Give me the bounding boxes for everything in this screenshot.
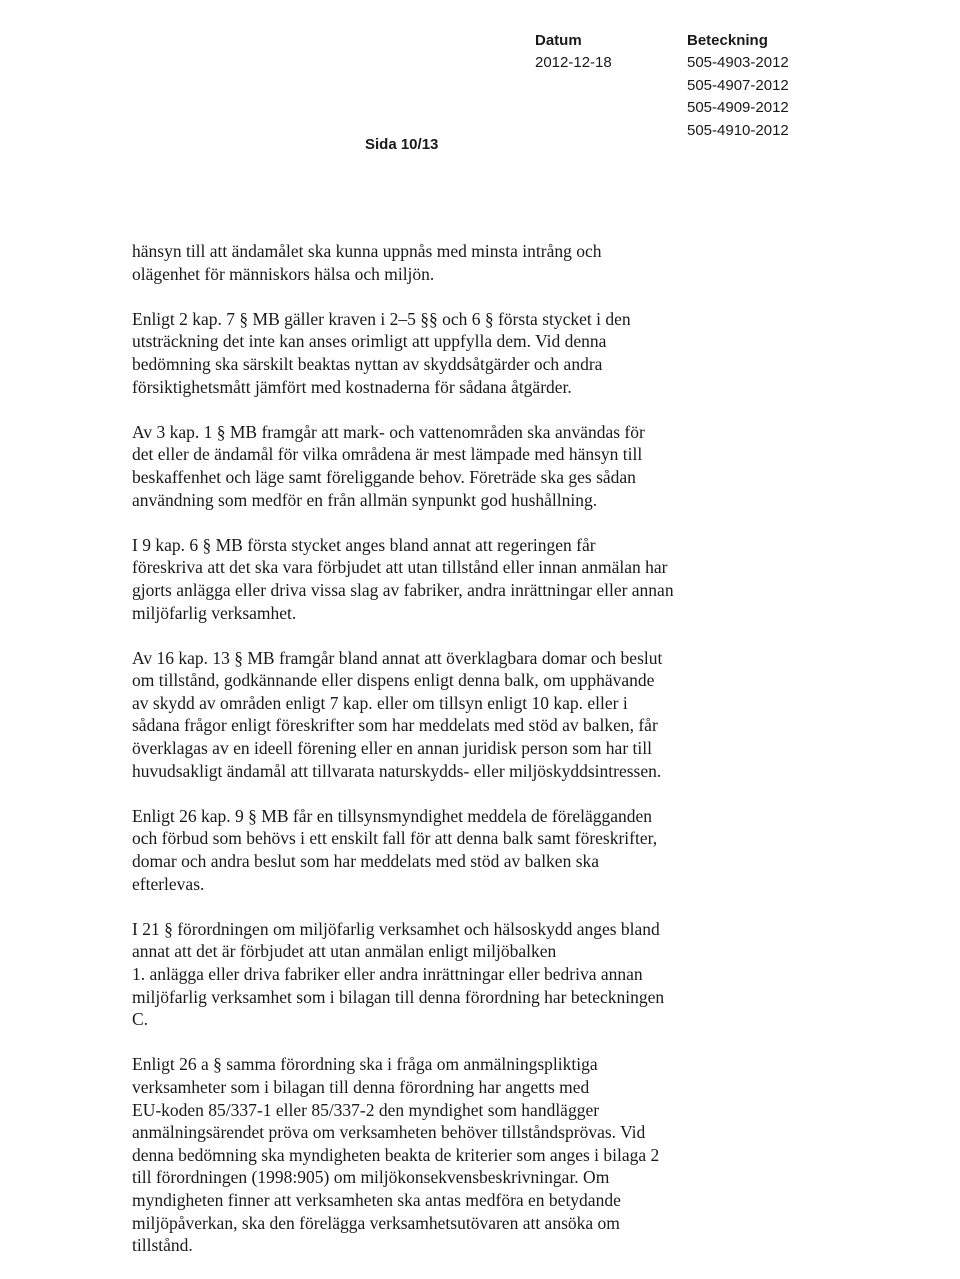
- reference-number: 505-4909-2012: [687, 99, 789, 116]
- paragraph: [132, 647, 832, 783]
- text-line: överklagas av en ideell förening eller en annan juridisk person som har till: [132, 738, 652, 759]
- text-line: till förordningen (1998:905) om miljökonsekvensbeskrivningar. Om: [132, 1167, 610, 1188]
- date-label: Datum: [535, 32, 582, 49]
- text-line: om tillstånd, godkännande eller dispens enligt denna balk, om upphävande: [132, 670, 655, 691]
- reference-number: 505-4907-2012: [687, 76, 789, 94]
- date-block: [535, 30, 612, 75]
- page-number: Sida 10/13: [365, 136, 439, 153]
- reference-block: [687, 30, 789, 142]
- paragraph: [132, 918, 832, 1031]
- paragraph: [132, 240, 832, 285]
- reference-number: 505-4903-2012: [687, 54, 789, 71]
- paragraph: [132, 805, 832, 895]
- text-line: sådana frågor enligt föreskrifter som har meddelats med stöd av balken, får: [132, 715, 658, 736]
- text-line: Enligt 26 kap. 9 § MB får en tillsynsmyndighet meddela de förelägganden: [132, 805, 653, 826]
- text-line: huvudsakligt ändamål att tillvarata naturskydds- eller miljöskyddsintressen.: [132, 760, 662, 781]
- text-line: miljöfarlig verksamhet som i bilagan till denna förordning har beteckningen: [132, 986, 665, 1007]
- text-line: denna bedömning ska myndigheten beakta de kriterier som anges i bilaga 2: [132, 1144, 660, 1165]
- paragraph: [132, 421, 832, 511]
- date-value: 2012-12-18: [535, 54, 612, 71]
- text-line: tillstånd.: [132, 1235, 193, 1256]
- text-line: EU-koden 85/337-1 eller 85/337-2 den myndighet som handlägger: [132, 1099, 600, 1120]
- text-line: bedömning ska särskilt beaktas nyttan av skyddsåtgärder och andra: [132, 353, 603, 374]
- text-line: annat att det är förbjudet att utan anmälan enligt miljöbalken: [132, 941, 557, 962]
- text-line: och förbud som behövs i ett enskilt fall för att denna balk samt föreskrifter,: [132, 828, 658, 849]
- text-line: myndigheten finner att verksamheten ska antas medföra en betydande: [132, 1189, 621, 1210]
- text-line: verksamheter som i bilagan till denna förordning har angetts med: [132, 1076, 590, 1097]
- text-line: efterlevas.: [132, 873, 205, 894]
- paragraph: [132, 308, 832, 398]
- text-line: användning som medför en från allmän synpunkt god hushållning.: [132, 489, 598, 510]
- paragraph: [132, 1053, 832, 1256]
- reference-label: Beteckning: [687, 32, 768, 49]
- text-line: C.: [132, 1009, 149, 1030]
- text-line: Av 16 kap. 13 § MB framgår bland annat att överklagbara domar och beslut: [132, 647, 663, 668]
- text-line: 1. anlägga eller driva fabriker eller andra inrättningar eller bedriva annan: [132, 964, 643, 984]
- text-line: I 9 kap. 6 § MB första stycket anges bland annat att regeringen får: [132, 534, 596, 555]
- text-line: anmälningsärendet pröva om verksamheten behöver tillståndsprövas. Vid: [132, 1122, 646, 1143]
- text-line: I 21 § förordningen om miljöfarlig verksamhet och hälsoskydd anges bland: [132, 918, 660, 939]
- text-line: Enligt 26 a § samma förordning ska i fråga om anmälningspliktiga: [132, 1054, 598, 1075]
- text-line: Av 3 kap. 1 § MB framgår att mark- och vattenområden ska användas för: [132, 421, 645, 442]
- text-line: försiktighetsmått jämfört med kostnaderna för sådana åtgärder.: [132, 376, 572, 397]
- text-line: olägenhet för människors hälsa och miljön.: [132, 263, 435, 284]
- reference-number: 505-4910-2012: [687, 121, 789, 139]
- text-line: föreskriva att det ska vara förbjudet att utan tillstånd eller innan anmälan har: [132, 557, 668, 578]
- document-body: [132, 240, 832, 1279]
- text-line: domar och andra beslut som har meddelats med stöd av balken ska: [132, 851, 600, 872]
- paragraph: [132, 534, 832, 624]
- text-line: gjorts anlägga eller driva vissa slag av fabriker, andra inrättningar eller annan: [132, 579, 674, 600]
- text-line: det eller de ändamål för vilka områdena är mest lämpade med hänsyn till: [132, 444, 643, 465]
- text-line: miljöpåverkan, ska den förelägga verksamhetsutövaren att ansöka om: [132, 1212, 620, 1233]
- text-line: utsträckning det inte kan anses orimligt att uppfylla dem. Vid denna: [132, 331, 607, 352]
- text-line: beskaffenhet och läge samt föreliggande behov. Företräde ska ges sådan: [132, 466, 636, 487]
- text-line: miljöfarlig verksamhet.: [132, 602, 297, 623]
- text-line: Enligt 2 kap. 7 § MB gäller kraven i 2–5 §§ och 6 § första stycket i den: [132, 308, 631, 329]
- text-line: hänsyn till att ändamålet ska kunna uppnås med minsta intrång och: [132, 241, 602, 261]
- text-line: av skydd av områden enligt 7 kap. eller om tillsyn enligt 10 kap. eller i: [132, 692, 628, 713]
